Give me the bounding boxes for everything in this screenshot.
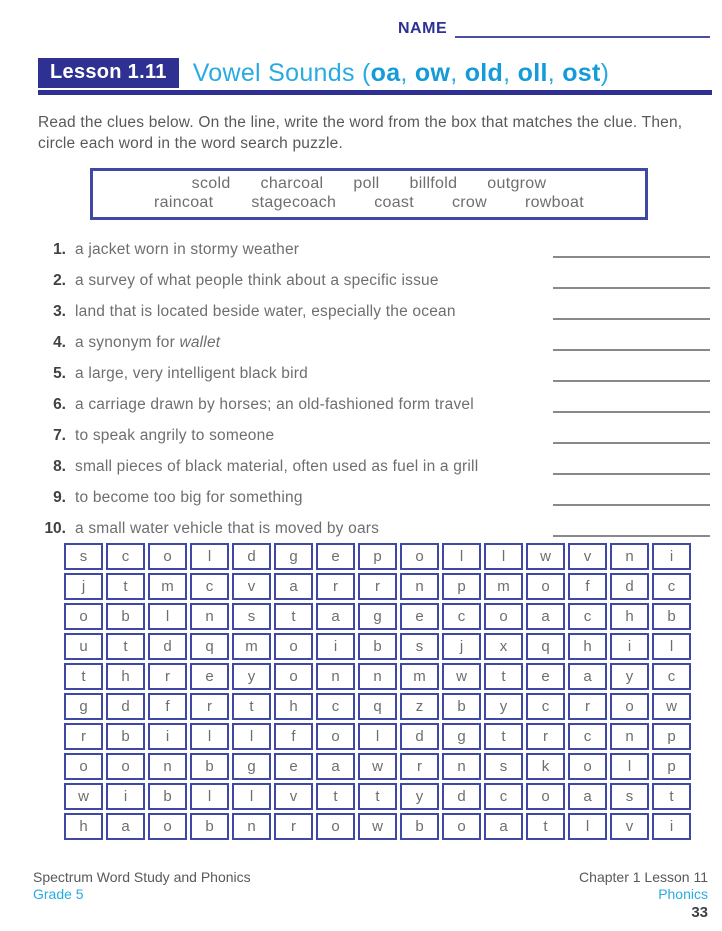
word-bank-word: rowboat bbox=[524, 194, 584, 211]
vowel-sound-label: oa bbox=[370, 58, 401, 87]
grid-cell[interactable]: o bbox=[64, 603, 103, 630]
word-bank-word: scold bbox=[191, 175, 231, 192]
grid-cell[interactable]: l bbox=[190, 723, 229, 750]
clue-number: 1. bbox=[53, 241, 66, 258]
clue-text-part: a survey of what people think about a specific issue bbox=[75, 272, 439, 289]
clue-row bbox=[36, 322, 710, 353]
clue-text-italic: wallet bbox=[179, 334, 221, 351]
title-separator: , bbox=[450, 58, 465, 87]
grid-cell[interactable]: t bbox=[64, 663, 103, 690]
grid-cell[interactable]: g bbox=[358, 603, 397, 630]
grid-cell[interactable]: a bbox=[106, 813, 145, 840]
grid-cell[interactable]: t bbox=[484, 723, 523, 750]
grid-cell[interactable]: h bbox=[568, 633, 607, 660]
clues-list bbox=[36, 229, 710, 539]
grid-cell[interactable]: y bbox=[484, 693, 523, 720]
grid-cell[interactable]: w bbox=[442, 663, 481, 690]
grid-cell[interactable]: l bbox=[652, 633, 691, 660]
answer-fill-in-line[interactable] bbox=[553, 428, 710, 444]
grid-cell[interactable]: l bbox=[190, 543, 229, 570]
grid-cell[interactable]: b bbox=[442, 693, 481, 720]
grid-cell[interactable]: l bbox=[484, 543, 523, 570]
word-bank-word: coast bbox=[374, 194, 414, 211]
grid-cell[interactable]: n bbox=[148, 753, 187, 780]
grid-cell[interactable]: c bbox=[442, 603, 481, 630]
grid-cell[interactable]: v bbox=[232, 573, 271, 600]
clue-text bbox=[75, 488, 553, 508]
answer-fill-in-line[interactable] bbox=[553, 366, 710, 382]
grid-cell[interactable]: o bbox=[64, 753, 103, 780]
grid-cell[interactable]: t bbox=[526, 813, 565, 840]
grid-cell[interactable]: a bbox=[568, 663, 607, 690]
title-separator: , bbox=[400, 58, 415, 87]
grid-cell[interactable]: y bbox=[610, 663, 649, 690]
word-bank-word: outgrow bbox=[487, 175, 547, 192]
grid-cell[interactable]: o bbox=[400, 543, 439, 570]
grid-cell[interactable]: t bbox=[652, 783, 691, 810]
grid-cell[interactable]: m bbox=[148, 573, 187, 600]
grid-cell[interactable]: b bbox=[400, 813, 439, 840]
grid-cell[interactable]: n bbox=[190, 603, 229, 630]
grid-cell[interactable]: c bbox=[484, 783, 523, 810]
clue-row bbox=[36, 446, 710, 477]
clue-row bbox=[36, 508, 710, 539]
grid-cell[interactable]: n bbox=[400, 573, 439, 600]
grid-cell[interactable]: k bbox=[526, 753, 565, 780]
grid-cell[interactable]: t bbox=[106, 573, 145, 600]
grid-cell[interactable]: s bbox=[610, 783, 649, 810]
clue-text-part: to become too big for something bbox=[75, 489, 303, 506]
grid-cell[interactable]: t bbox=[358, 783, 397, 810]
grid-cell[interactable]: o bbox=[610, 693, 649, 720]
grid-cell[interactable]: l bbox=[568, 813, 607, 840]
grid-cell[interactable]: x bbox=[484, 633, 523, 660]
grid-cell[interactable]: q bbox=[190, 633, 229, 660]
word-bank-row-1 bbox=[93, 174, 645, 193]
grid-cell[interactable]: a bbox=[568, 783, 607, 810]
grid-cell[interactable]: b bbox=[190, 753, 229, 780]
grid-cell[interactable]: o bbox=[568, 753, 607, 780]
grid-cell[interactable]: o bbox=[526, 783, 565, 810]
grid-cell[interactable]: m bbox=[232, 633, 271, 660]
clue-number: 9. bbox=[53, 489, 66, 506]
grid-cell[interactable]: n bbox=[358, 663, 397, 690]
word-bank-word: stagecoach bbox=[251, 194, 337, 211]
grid-cell[interactable]: p bbox=[358, 543, 397, 570]
name-header bbox=[398, 20, 710, 38]
footer-book-title: Spectrum Word Study and Phonics bbox=[33, 869, 251, 885]
grid-cell[interactable]: e bbox=[274, 753, 313, 780]
grid-cell[interactable]: l bbox=[610, 753, 649, 780]
grid-cell[interactable]: p bbox=[652, 723, 691, 750]
clue-text bbox=[75, 302, 553, 322]
grid-cell[interactable]: s bbox=[400, 633, 439, 660]
grid-cell[interactable]: d bbox=[442, 783, 481, 810]
grid-cell[interactable]: l bbox=[232, 783, 271, 810]
grid-cell[interactable]: j bbox=[442, 633, 481, 660]
grid-cell[interactable]: c bbox=[190, 573, 229, 600]
grid-cell[interactable]: n bbox=[442, 753, 481, 780]
grid-cell[interactable]: g bbox=[64, 693, 103, 720]
grid-cell[interactable]: r bbox=[400, 753, 439, 780]
grid-cell[interactable]: n bbox=[316, 663, 355, 690]
word-bank-word: billfold bbox=[409, 175, 458, 192]
grid-cell[interactable]: e bbox=[526, 663, 565, 690]
answer-fill-in-line[interactable] bbox=[553, 521, 710, 537]
grid-cell[interactable]: o bbox=[148, 543, 187, 570]
clue-row bbox=[36, 260, 710, 291]
grid-cell[interactable]: t bbox=[484, 663, 523, 690]
grid-cell[interactable]: o bbox=[148, 813, 187, 840]
grid-cell[interactable]: w bbox=[526, 543, 565, 570]
grid-cell[interactable]: v bbox=[610, 813, 649, 840]
word-bank-row-2 bbox=[93, 193, 645, 212]
name-label: NAME bbox=[398, 20, 448, 37]
grid-cell[interactable]: l bbox=[442, 543, 481, 570]
clue-text bbox=[75, 519, 553, 539]
grid-cell[interactable]: d bbox=[400, 723, 439, 750]
clue-row bbox=[36, 415, 710, 446]
clue-text-part: land that is located beside water, especially the ocean bbox=[75, 303, 456, 320]
grid-cell[interactable]: e bbox=[316, 543, 355, 570]
grid-cell[interactable]: r bbox=[148, 663, 187, 690]
grid-cell[interactable]: e bbox=[190, 663, 229, 690]
grid-cell[interactable]: t bbox=[274, 603, 313, 630]
grid-cell[interactable]: o bbox=[316, 813, 355, 840]
name-fill-in-line[interactable] bbox=[455, 20, 710, 38]
lesson-title-row bbox=[38, 58, 712, 88]
word-search-grid bbox=[64, 543, 691, 840]
grid-cell[interactable]: h bbox=[274, 693, 313, 720]
grid-cell[interactable]: i bbox=[652, 543, 691, 570]
clue-number: 10. bbox=[44, 520, 66, 537]
grid-cell[interactable]: n bbox=[232, 813, 271, 840]
grid-cell[interactable]: w bbox=[358, 753, 397, 780]
grid-cell[interactable]: o bbox=[274, 663, 313, 690]
grid-cell[interactable]: d bbox=[106, 693, 145, 720]
grid-cell[interactable]: c bbox=[106, 543, 145, 570]
grid-cell[interactable]: v bbox=[568, 543, 607, 570]
grid-cell[interactable]: f bbox=[148, 693, 187, 720]
clue-text bbox=[75, 395, 553, 415]
grid-cell[interactable]: p bbox=[442, 573, 481, 600]
grid-cell[interactable]: r bbox=[274, 813, 313, 840]
answer-fill-in-line[interactable] bbox=[553, 242, 710, 258]
grid-cell[interactable]: b bbox=[148, 783, 187, 810]
grid-cell[interactable]: d bbox=[148, 633, 187, 660]
grid-cell[interactable]: r bbox=[190, 693, 229, 720]
grid-cell[interactable]: a bbox=[316, 603, 355, 630]
footer-right bbox=[579, 869, 708, 921]
grid-cell[interactable]: n bbox=[610, 723, 649, 750]
answer-fill-in-line[interactable] bbox=[553, 335, 710, 351]
grid-cell[interactable]: i bbox=[316, 633, 355, 660]
instructions-text: Read the clues below. On the line, write the word from the box that matches the clue. Then, circle each word in the word search puzzle. bbox=[38, 114, 683, 152]
word-bank-word: charcoal bbox=[260, 175, 324, 192]
grid-cell[interactable]: g bbox=[274, 543, 313, 570]
word-bank-box bbox=[90, 168, 648, 220]
grid-cell[interactable]: f bbox=[568, 573, 607, 600]
grid-cell[interactable]: c bbox=[652, 573, 691, 600]
clue-number: 8. bbox=[53, 458, 66, 475]
clue-text bbox=[75, 271, 553, 291]
grid-cell[interactable]: r bbox=[64, 723, 103, 750]
grid-cell[interactable]: h bbox=[64, 813, 103, 840]
grid-cell[interactable]: w bbox=[358, 813, 397, 840]
grid-cell[interactable]: r bbox=[568, 693, 607, 720]
grid-cell[interactable]: a bbox=[484, 813, 523, 840]
answer-fill-in-line[interactable] bbox=[553, 397, 710, 413]
grid-cell[interactable]: t bbox=[106, 633, 145, 660]
grid-cell[interactable]: w bbox=[652, 693, 691, 720]
grid-cell[interactable]: o bbox=[442, 813, 481, 840]
answer-fill-in-line[interactable] bbox=[553, 273, 710, 289]
grid-cell[interactable]: o bbox=[526, 573, 565, 600]
grid-cell[interactable]: e bbox=[400, 603, 439, 630]
grid-cell[interactable]: s bbox=[484, 753, 523, 780]
clue-row bbox=[36, 291, 710, 322]
clue-row bbox=[36, 477, 710, 508]
vowel-sound-label: ost bbox=[562, 58, 601, 87]
clue-row bbox=[36, 384, 710, 415]
clue-row bbox=[36, 229, 710, 260]
clue-number: 7. bbox=[53, 427, 66, 444]
clue-text-part: small pieces of black material, often used as fuel in a grill bbox=[75, 458, 479, 475]
grid-cell[interactable]: p bbox=[652, 753, 691, 780]
footer-grade: Grade 5 bbox=[33, 886, 84, 902]
grid-cell[interactable]: i bbox=[610, 633, 649, 660]
clue-text-part: to speak angrily to someone bbox=[75, 427, 275, 444]
title-separator: , bbox=[503, 58, 518, 87]
grid-cell[interactable]: q bbox=[358, 693, 397, 720]
clue-number: 3. bbox=[53, 303, 66, 320]
grid-cell[interactable]: b bbox=[652, 603, 691, 630]
lesson-title bbox=[193, 59, 610, 88]
clue-text-part: a jacket worn in stormy weather bbox=[75, 241, 300, 258]
grid-cell[interactable]: u bbox=[64, 633, 103, 660]
grid-cell[interactable]: c bbox=[526, 693, 565, 720]
grid-cell[interactable]: y bbox=[400, 783, 439, 810]
clue-number: 6. bbox=[53, 396, 66, 413]
grid-cell[interactable]: v bbox=[274, 783, 313, 810]
grid-cell[interactable]: b bbox=[358, 633, 397, 660]
grid-cell[interactable]: z bbox=[400, 693, 439, 720]
grid-cell[interactable]: y bbox=[232, 663, 271, 690]
grid-cell[interactable]: c bbox=[316, 693, 355, 720]
grid-cell[interactable]: c bbox=[652, 663, 691, 690]
title-divider-rule bbox=[38, 90, 712, 95]
clue-text bbox=[75, 364, 553, 384]
grid-cell[interactable]: h bbox=[610, 603, 649, 630]
clue-text-part: a small water vehicle that is moved by oars bbox=[75, 520, 380, 537]
grid-cell[interactable]: a bbox=[316, 753, 355, 780]
grid-cell[interactable]: b bbox=[106, 723, 145, 750]
grid-cell[interactable]: l bbox=[190, 783, 229, 810]
lesson-number-badge: Lesson 1.11 bbox=[38, 58, 179, 88]
footer-page-number: 33 bbox=[691, 904, 708, 921]
grid-cell[interactable]: t bbox=[232, 693, 271, 720]
grid-cell[interactable]: c bbox=[568, 723, 607, 750]
grid-cell[interactable]: o bbox=[274, 633, 313, 660]
grid-cell[interactable]: a bbox=[526, 603, 565, 630]
grid-cell[interactable]: i bbox=[148, 723, 187, 750]
vowel-sound-label: oll bbox=[517, 58, 548, 87]
grid-cell[interactable]: m bbox=[484, 573, 523, 600]
grid-cell[interactable]: i bbox=[652, 813, 691, 840]
grid-cell[interactable]: c bbox=[568, 603, 607, 630]
grid-cell[interactable]: o bbox=[106, 753, 145, 780]
footer-left bbox=[33, 869, 251, 903]
word-bank-word: poll bbox=[353, 175, 380, 192]
clue-number: 4. bbox=[53, 334, 66, 351]
clue-text bbox=[75, 333, 553, 353]
answer-fill-in-line[interactable] bbox=[553, 459, 710, 475]
clue-text-part: a large, very intelligent black bird bbox=[75, 365, 308, 382]
grid-cell[interactable]: l bbox=[232, 723, 271, 750]
grid-cell[interactable]: t bbox=[316, 783, 355, 810]
grid-cell[interactable]: l bbox=[148, 603, 187, 630]
clue-row bbox=[36, 353, 710, 384]
grid-cell[interactable]: h bbox=[106, 663, 145, 690]
grid-cell[interactable]: r bbox=[316, 573, 355, 600]
answer-fill-in-line[interactable] bbox=[553, 490, 710, 506]
vowel-sound-label: old bbox=[464, 58, 504, 87]
title-text-prefix: Vowel Sounds ( bbox=[192, 58, 371, 87]
grid-cell[interactable]: m bbox=[400, 663, 439, 690]
grid-cell[interactable]: s bbox=[64, 543, 103, 570]
grid-cell[interactable]: s bbox=[232, 603, 271, 630]
word-bank-word: raincoat bbox=[154, 194, 214, 211]
vowel-sound-label: ow bbox=[414, 58, 451, 87]
grid-cell[interactable]: o bbox=[316, 723, 355, 750]
grid-cell[interactable]: g bbox=[442, 723, 481, 750]
word-bank-word: crow bbox=[451, 194, 487, 211]
grid-cell[interactable]: w bbox=[64, 783, 103, 810]
grid-cell[interactable]: j bbox=[64, 573, 103, 600]
grid-cell[interactable]: d bbox=[232, 543, 271, 570]
grid-cell[interactable]: b bbox=[106, 603, 145, 630]
grid-cell[interactable]: l bbox=[358, 723, 397, 750]
grid-cell[interactable]: r bbox=[526, 723, 565, 750]
clue-text-part: a synonym for bbox=[75, 334, 180, 351]
grid-cell[interactable]: n bbox=[610, 543, 649, 570]
footer-section: Phonics bbox=[658, 886, 708, 902]
clue-text-part: a carriage drawn by horses; an old-fashioned form travel bbox=[75, 396, 474, 413]
title-separator: , bbox=[547, 58, 563, 87]
grid-cell[interactable]: o bbox=[484, 603, 523, 630]
clue-text bbox=[75, 426, 553, 446]
grid-cell[interactable]: d bbox=[610, 573, 649, 600]
grid-cell[interactable]: f bbox=[274, 723, 313, 750]
grid-cell[interactable]: g bbox=[232, 753, 271, 780]
grid-cell[interactable]: a bbox=[274, 573, 313, 600]
footer-chapter-lesson: Chapter 1 Lesson 11 bbox=[579, 869, 708, 885]
clue-text bbox=[75, 457, 553, 477]
clue-number: 2. bbox=[53, 272, 66, 289]
clue-number: 5. bbox=[53, 365, 66, 382]
grid-cell[interactable]: b bbox=[190, 813, 229, 840]
title-text-suffix: ) bbox=[600, 58, 610, 87]
grid-cell[interactable]: r bbox=[358, 573, 397, 600]
grid-cell[interactable]: q bbox=[526, 633, 565, 660]
clue-text bbox=[75, 240, 553, 260]
answer-fill-in-line[interactable] bbox=[553, 304, 710, 320]
grid-cell[interactable]: i bbox=[106, 783, 145, 810]
